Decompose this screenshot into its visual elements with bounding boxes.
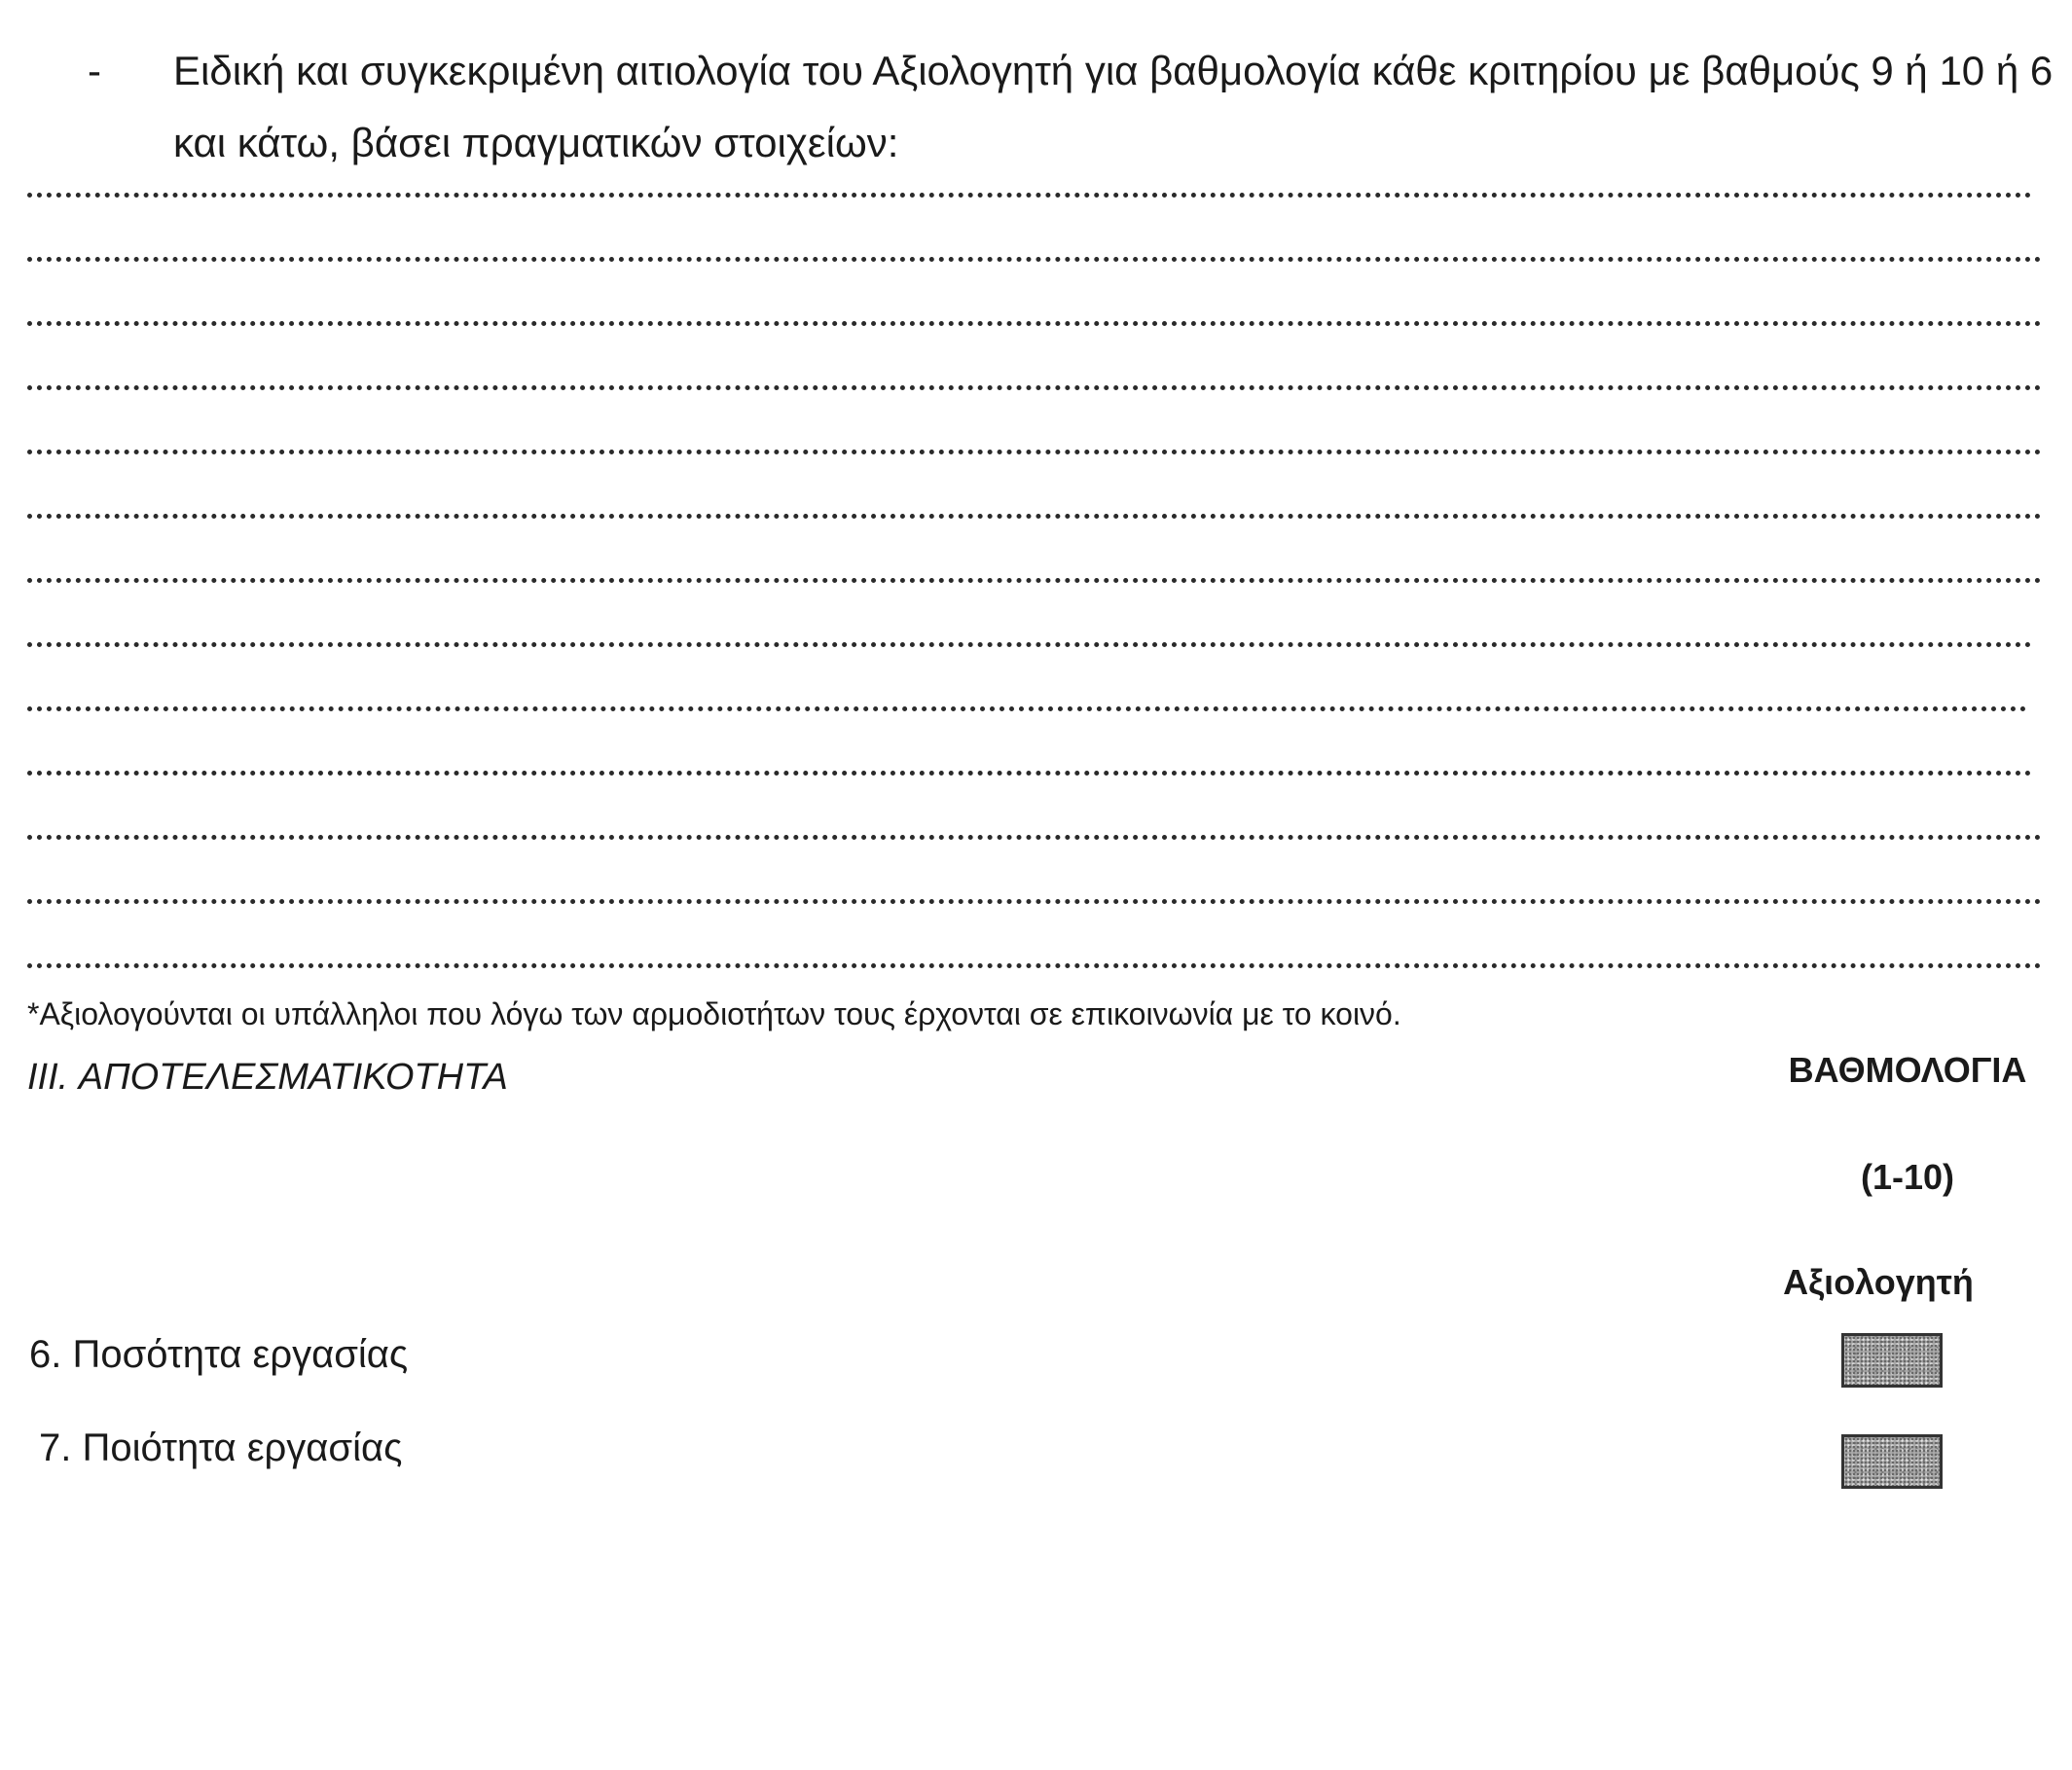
score-heading: ΒΑΘΜΟΛΟΓΙΑ — [1788, 1050, 2027, 1090]
bullet-dash: - — [88, 48, 101, 93]
criterion-quantity-of-work: 6. Ποσότητα εργασίας — [29, 1333, 409, 1376]
justification-instruction-text: Ειδική και συγκεκριμένη αιτιολογία του Αξιολογητή για βαθμολογία κάθε κριτηρίου με βαθμούς 9 ή 10 ή 6 και κάτω, βάσει πραγματικών στοιχείων: — [173, 48, 2054, 165]
score-range: (1-10) — [1860, 1157, 1955, 1197]
justification-writing-line[interactable] — [27, 385, 2042, 390]
justification-writing-line[interactable] — [27, 321, 2042, 326]
justification-writing-line[interactable] — [27, 899, 2042, 904]
justification-writing-line[interactable] — [27, 963, 2042, 968]
criterion-quality-of-work: 7. Ποιότητα εργασίας — [39, 1427, 403, 1469]
footnote: *Αξιολογούνται οι υπάλληλοι που λόγω των αρμοδιοτήτων τους έρχονται σε επικοινωνία με το κοινό. — [27, 996, 1401, 1031]
evaluator-label: Αξιολογητή — [1783, 1262, 1974, 1302]
justification-writing-line[interactable] — [27, 835, 2042, 840]
justification-writing-line[interactable] — [27, 771, 2032, 776]
justification-writing-line[interactable] — [27, 642, 2032, 647]
justification-writing-line[interactable] — [27, 450, 2042, 454]
justification-writing-line[interactable] — [27, 578, 2042, 583]
score-box-quality-of-work[interactable] — [1841, 1434, 1943, 1489]
justification-writing-line[interactable] — [27, 193, 2032, 198]
score-box-quantity-of-work[interactable] — [1841, 1333, 1943, 1388]
justification-writing-line[interactable] — [27, 706, 2027, 711]
justification-writing-line[interactable] — [27, 514, 2042, 519]
section-title: III. ΑΠΟΤΕΛΕΣΜΑΤΙΚΟΤΗΤΑ — [27, 1057, 508, 1098]
justification-writing-line[interactable] — [27, 257, 2042, 262]
